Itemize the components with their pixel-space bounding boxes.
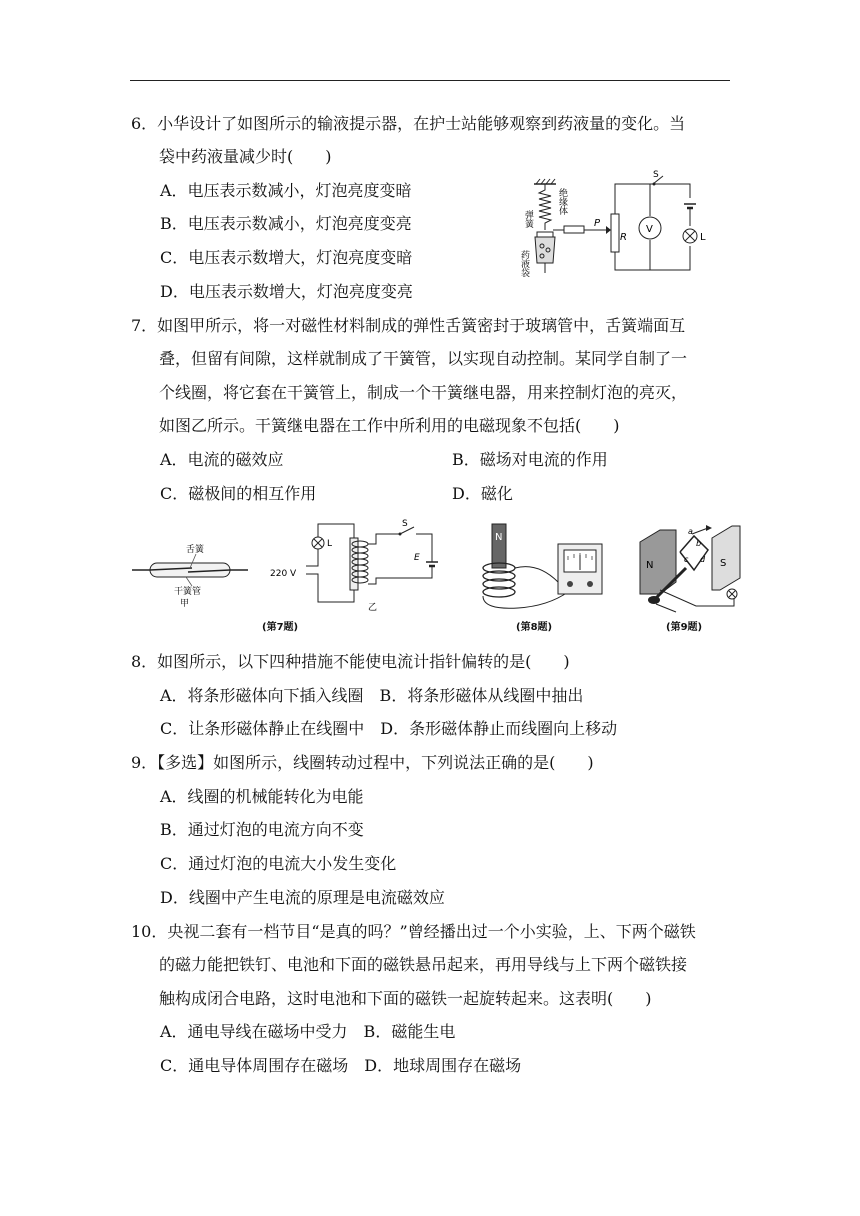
- coil-b-label: b: [696, 539, 702, 548]
- lamp-l-label: L: [700, 232, 706, 243]
- coil-d-label: d: [700, 555, 706, 564]
- caption-fig7: (第7题): [262, 622, 299, 633]
- switch-s-label-7: S: [402, 519, 408, 529]
- switch-s-label: S: [653, 170, 659, 180]
- coil-a-label: a: [688, 527, 693, 536]
- q6-option-d: D．电压表示数增大，灯泡亮度变亮: [160, 282, 413, 301]
- q7-figure-reed-switch: [130, 536, 250, 612]
- q7-option-d: D．磁化: [452, 484, 513, 503]
- slider-p-label: P: [594, 218, 601, 229]
- resistor-r-label: R: [620, 232, 627, 243]
- magnet-s-label-9: S: [720, 558, 727, 569]
- q7-option-a: A．电流的磁效应: [160, 450, 284, 469]
- q7-option-b: B．磁场对电流的作用: [452, 450, 608, 469]
- q8-options-cd: C．让条形磁体静止在线圈中 D．条形磁体静止而线圈向上移动: [160, 719, 618, 738]
- q9-option-a: A．线圈的机械能转化为电能: [160, 787, 364, 806]
- header-rule: [130, 80, 730, 81]
- q8-stem-line1: 8．如图所示，以下四种措施不能使电流计指针偏转的是( ): [131, 652, 570, 671]
- q9-option-c: C．通过灯泡的电流大小发生变化: [160, 854, 397, 873]
- caption-fig9: (第9题): [666, 622, 703, 633]
- coil-c-label: c: [684, 555, 689, 564]
- insulator-label: 绝缘体: [557, 188, 567, 215]
- jia-label: 甲: [180, 599, 190, 609]
- q6-option-b: B．电压表示数减小，灯泡亮度变亮: [160, 214, 412, 233]
- q7-stem-line2: 叠，但留有间隙，这样就制成了干簧管，以实现自动控制。某同学自制了一: [159, 349, 688, 368]
- q7-stem-line1: 7．如图甲所示，将一对磁性材料制成的弹性舌簧密封于玻璃管中，舌簧端面互: [131, 316, 686, 335]
- magnet-n-label-9: N: [646, 560, 654, 571]
- magnet-n-label: N: [495, 532, 503, 543]
- q7-option-c: C．磁极间的相互作用: [160, 484, 317, 503]
- q10-options-cd: C．通电导体周围存在磁场 D．地球周围存在磁场: [160, 1056, 522, 1075]
- q6-stem-line1: 6．小华设计了如图所示的输液提示器，在护士站能够观察到药液量的变化。当: [131, 114, 686, 133]
- bag-label: 药液袋: [519, 250, 529, 277]
- spring-label: 弹簧: [523, 210, 533, 228]
- q9-option-b: B．通过灯泡的电流方向不变: [160, 820, 364, 839]
- q8-figure-magnet-coil-galvanometer: [478, 522, 606, 614]
- q10-options-ab: A．通电导线在磁场中受力 B．磁能生电: [160, 1022, 456, 1041]
- q10-stem-line2: 的磁力能把铁钉、电池和下面的磁铁悬吊起来，再用导线与上下两个磁铁接: [159, 955, 688, 974]
- q10-stem-line3: 触构成闭合电路，这时电池和下面的磁铁一起旋转起来。这表明( ): [159, 989, 652, 1008]
- q7-stem-line4: 如图乙所示。干簧继电器在工作中所利用的电磁现象不包括( ): [159, 416, 620, 435]
- q9-option-d: D．线圈中产生电流的原理是电流磁效应: [160, 888, 445, 907]
- caption-fig8: (第8题): [516, 622, 553, 633]
- q9-stem-line1: 9．【多选】如图所示，线圈转动过程中，下列说法正确的是( ): [131, 753, 594, 772]
- q9-figure-generator: [636, 522, 740, 612]
- reed-label: 舌簧: [186, 545, 205, 555]
- q7-figure-relay-circuit: [268, 518, 438, 614]
- q6-stem-line2: 袋中药液量减少时( ): [159, 147, 332, 166]
- yi-label: 乙: [368, 603, 378, 613]
- q6-option-c: C．电压表示数增大，灯泡亮度变暗: [160, 248, 413, 267]
- volt-label: 220 V: [270, 569, 297, 579]
- q6-option-a: A．电压表示数减小，灯泡亮度变暗: [160, 181, 412, 200]
- q6-figure-infusion-circuit: [519, 168, 706, 280]
- voltmeter-v-label: V: [646, 224, 653, 235]
- lamp-l-label-7: L: [327, 539, 333, 549]
- battery-e-label: E: [414, 553, 420, 563]
- q8-options-ab: A．将条形磁体向下插入线圈 B．将条形磁体从线圈中抽出: [160, 686, 584, 705]
- q7-stem-line3: 个线圈，将它套在干簧管上，制成一个干簧继电器，用来控制灯泡的亮灭，: [159, 383, 688, 402]
- q10-stem-line1: 10．央视二套有一档节目“是真的吗？”曾经播出过一个小实验，上、下两个磁铁: [131, 922, 696, 941]
- tube-label: 干簧管: [174, 587, 202, 597]
